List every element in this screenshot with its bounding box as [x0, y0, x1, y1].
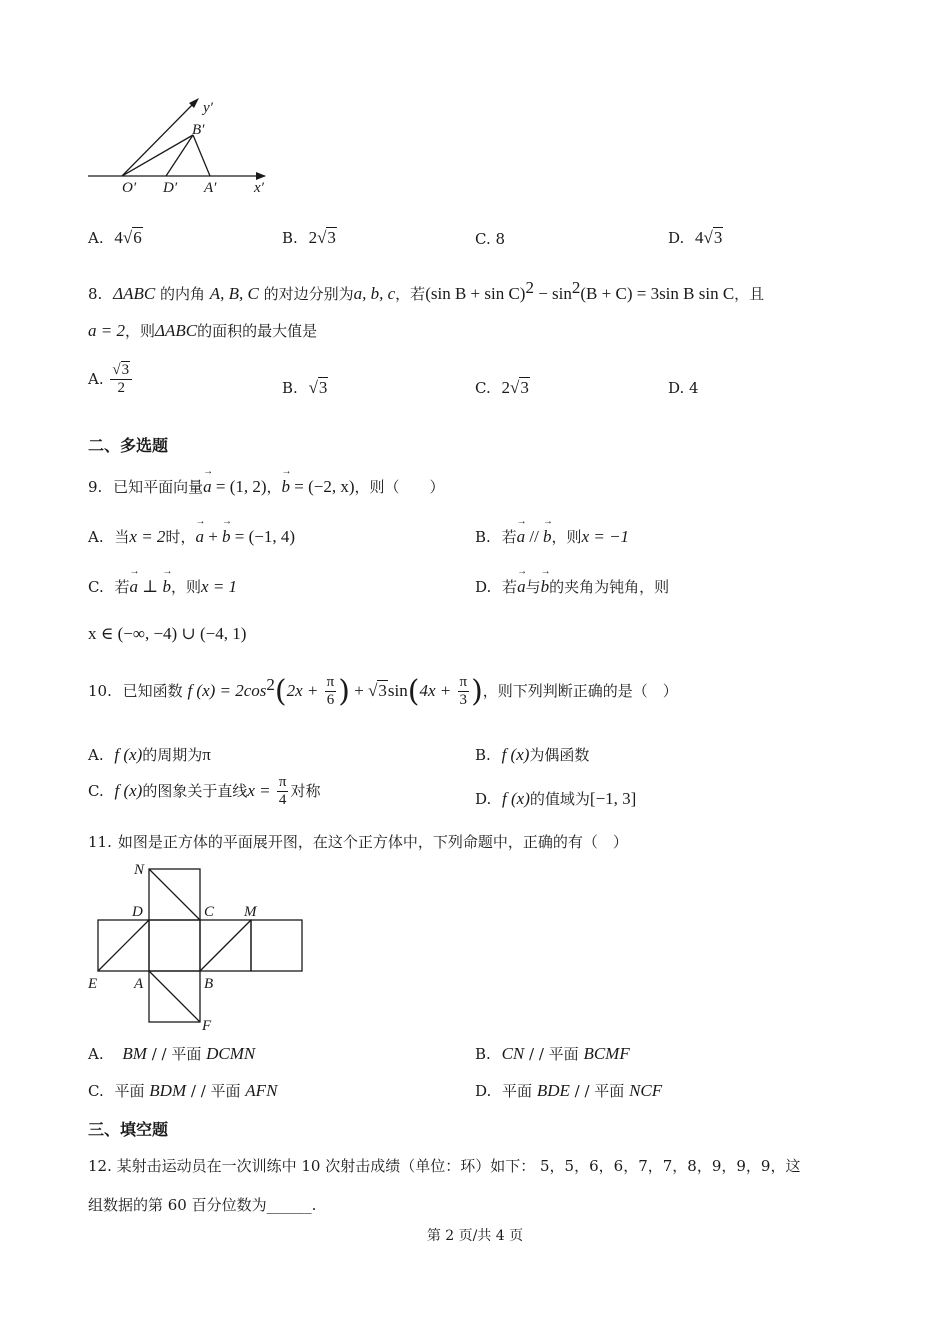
- q7-option-c: C. 8: [475, 230, 506, 248]
- page-footer: 第 2 页/共 4 页: [426, 1228, 524, 1244]
- q10-option-b: B. f (x)为偶函数: [475, 745, 590, 764]
- q11-option-c: C. 平面 BDM / / 平面 AFN: [88, 1081, 278, 1100]
- q12-stem-line2: 组数据的第 60 百分位数为______.: [88, 1196, 317, 1214]
- q9-option-c: C. 若→ a ⊥ → b，则x = 1: [88, 576, 237, 597]
- label-b-prime: B′: [192, 122, 205, 138]
- q10-option-c: C. f (x)的图象关于直线x = $\frac{\pi}{4}$ 对称: [88, 774, 321, 809]
- q8-option-b: B. √3: [282, 378, 328, 397]
- net-label-b: B: [204, 976, 214, 992]
- q9-option-b: B. 若→ a // → b，则x = −1: [475, 526, 629, 547]
- q8-option-d: D. 4: [668, 379, 699, 397]
- q11-option-d: D. 平面 BDE / / 平面 NCF: [475, 1081, 663, 1100]
- q9-option-d: D. 若→ a与→ b的夹角为钝角，则: [475, 576, 669, 597]
- q11-option-a: A. BM / / 平面 DCMN: [88, 1044, 256, 1063]
- oblique-triangle-figure: [80, 90, 280, 200]
- q7-option-b: B. 2√3: [282, 228, 336, 247]
- q10-option-a: A. f (x)的周期为π: [88, 745, 211, 764]
- q8-stem: 8. ΔABC 的内角 A, B, C 的对边分别为a, b, c，若(sin $B + \sin C)^2 - \sin^2(B + C) = 3\sin$ B sin C，且: [88, 278, 765, 303]
- label-x-prime: x′: [254, 180, 264, 196]
- q12-stem-line1: 12. 某射击运动员在一次训练中 10 次射击成绩（单位：环）如下： 5，5，6，6，7，7，8，9，9，9，这: [88, 1157, 801, 1175]
- q9-option-d-continued: x ∈ (−∞, −4) ∪ (−4, 1): [88, 624, 247, 643]
- label-a-prime: A′: [204, 180, 217, 196]
- label-d-prime: D′: [163, 180, 178, 196]
- net-label-a: A: [134, 976, 144, 992]
- net-label-c: C: [204, 904, 215, 920]
- q11-option-b: B. CN / / 平面 BCMF: [475, 1044, 630, 1063]
- q8-stem-line2: a = 2，则ΔABC的面积的最大值是: [88, 321, 318, 340]
- label-o-prime: O′: [122, 180, 137, 196]
- cube-net-figure: [80, 855, 315, 1035]
- q10-stem: 10. 已知函数 f $(x) = 2\cos^2(2x$ + $\frac{\pi}{6}$ ) + √3sin(4x + $\frac{\pi}{3}$ )，则下列判断正确的是（ ）: [88, 673, 678, 709]
- label-y-prime: y′: [203, 100, 213, 116]
- section-heading-multiple-choice: 二、多选题: [88, 436, 169, 455]
- q7-option-a: A. 4√6: [88, 228, 142, 247]
- q11-stem: 11. 如图是正方体的平面展开图，在这个正方体中，下列命题中，正确的有（ ）: [88, 833, 628, 851]
- net-label-m: M: [244, 904, 257, 920]
- q9-stem: 9. 已知平面向量→ a = (1, 2)，→ b = (−2, x)，则（ ）: [88, 476, 445, 497]
- net-label-f: F: [202, 1018, 212, 1034]
- net-label-d: D: [132, 904, 143, 920]
- net-label-n: N: [134, 862, 145, 878]
- q7-option-d: D. 4√3: [668, 228, 723, 247]
- q8-option-c: C. 2√3: [475, 378, 529, 397]
- section-heading-fill-in: 三、填空题: [88, 1120, 169, 1139]
- q9-option-a: A. 当x = 2时，→ a + → b = (−1, 4): [88, 526, 295, 547]
- net-label-e: E: [88, 976, 98, 992]
- q8-option-a: A. $\frac{√3}{2}$: [88, 362, 134, 398]
- q10-option-d: D. f (x)的值域为[−1, 3]: [475, 789, 637, 808]
